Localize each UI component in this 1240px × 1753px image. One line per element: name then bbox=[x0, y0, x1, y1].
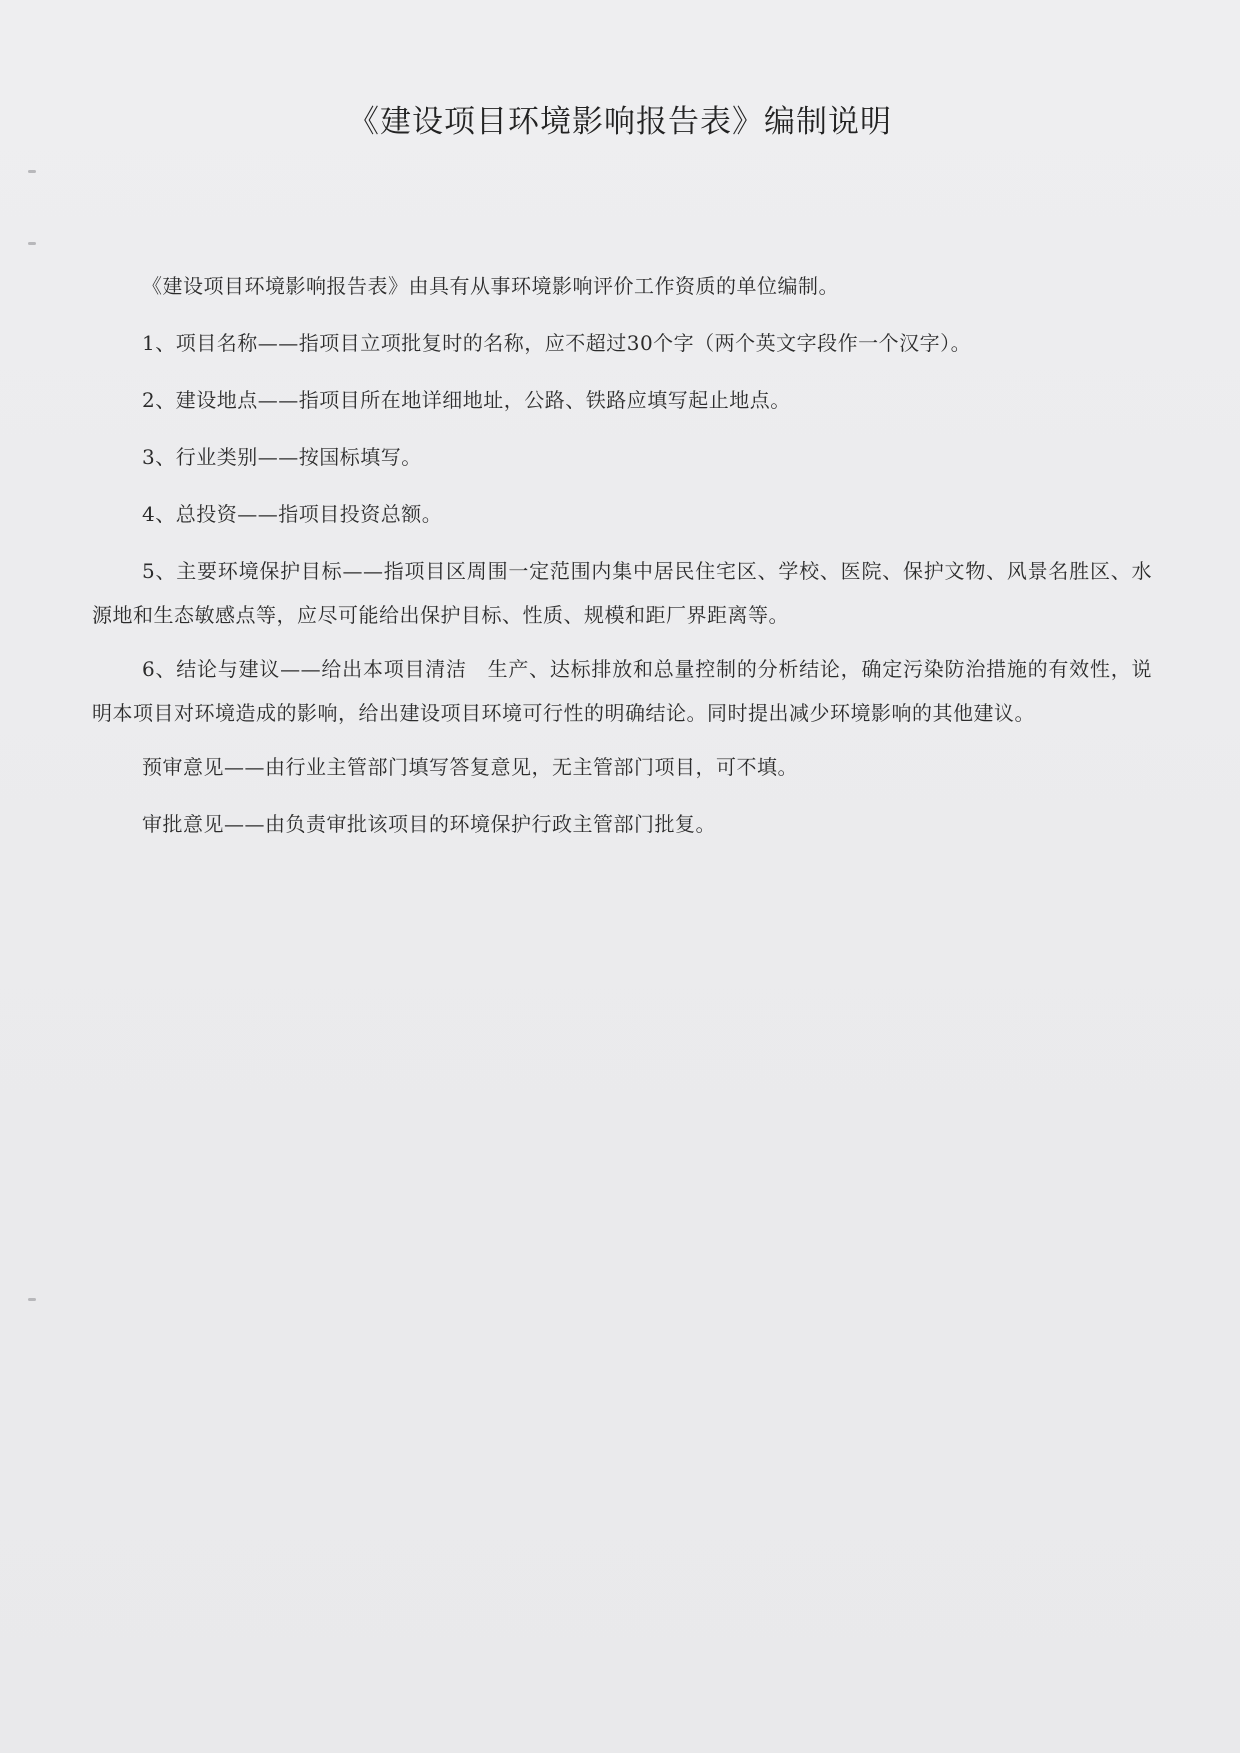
document-body bbox=[92, 264, 1152, 859]
scan-margin-mark bbox=[28, 1298, 36, 1301]
item-protection-targets: 5、主要环境保护目标——指项目区周围一定范围内集中居民住宅区、学校、医院、保护文物、风景名胜区、水源地和生态敏感点等，应尽可能给出保护目标、性质、规模和距厂界距离等。 bbox=[92, 559, 1152, 627]
pre-review-opinion: 预审意见——由行业主管部门填写答复意见，无主管部门项目，可不填。 bbox=[142, 755, 798, 779]
item-industry-category: 3、行业类别——按国标填写。 bbox=[142, 445, 422, 469]
item-total-investment: 4、总投资——指项目投资总额。 bbox=[142, 502, 443, 526]
approval-opinion: 审批意见——由负责审批该项目的环境保护行政主管部门批复。 bbox=[142, 812, 716, 836]
item-construction-site: 2、建设地点——指项目所在地详细地址，公路、铁路应填写起止地点。 bbox=[142, 388, 791, 412]
scan-margin-mark bbox=[28, 170, 36, 173]
item-project-name: 1、项目名称——指项目立项批复时的名称，应不超过30个字（两个英文字段作一个汉字）。 bbox=[142, 331, 972, 355]
item-conclusions: 6、结论与建议——给出本项目清洁 生产、达标排放和总量控制的分析结论，确定污染防治措施的有效性，说明本项目对环境造成的影响，给出建设项目环境可行性的明确结论。同时提出减少环境影响的其他建议。 bbox=[92, 657, 1152, 725]
document-title: 《建设项目环境影响报告表》编制说明 bbox=[348, 104, 892, 140]
scan-margin-mark bbox=[28, 242, 36, 245]
intro-paragraph: 《建设项目环境影响报告表》由具有从事环境影响评价工作资质的单位编制。 bbox=[142, 274, 839, 298]
